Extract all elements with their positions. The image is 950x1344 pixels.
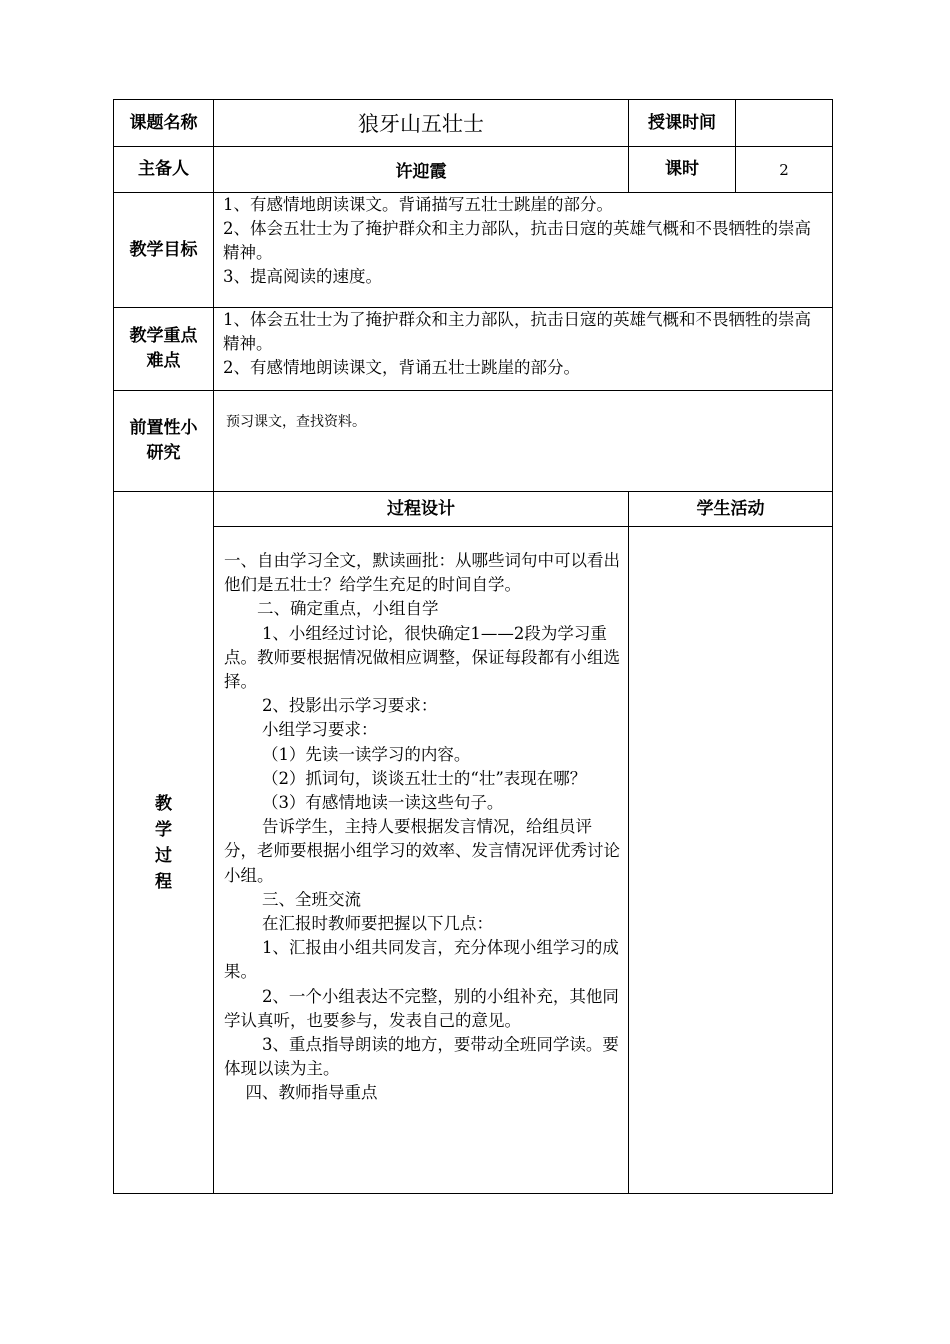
- process-paragraph: 3、重点指导朗读的地方，要带动全班同学读。要体现以读为主。: [224, 1035, 619, 1079]
- objectives-content: [214, 193, 833, 308]
- process-paragraph: 2、投影出示学习要求：: [261, 696, 438, 716]
- hours-label: 课时: [629, 147, 736, 193]
- hours-value: 2: [736, 147, 833, 193]
- objective-item: 3、提高阅读的速度。: [223, 267, 382, 286]
- preparer-value: 许迎霞: [214, 147, 629, 193]
- pre-research-label: [114, 391, 214, 492]
- time-value: [736, 100, 833, 147]
- process-paragraph: 小组学习要求：: [261, 720, 378, 740]
- key-points-label-line1: 教学重点: [129, 326, 198, 346]
- row-process-body: [114, 527, 833, 1194]
- row-preparer: [114, 147, 833, 193]
- process-paragraph: 一、自由学习全文，默读画批：从哪些词句中可以看出他们是五壮士？给学生充足的时间自学。: [224, 551, 620, 595]
- lesson-plan-table: [113, 99, 833, 1194]
- row-pre-research: [114, 391, 833, 492]
- process-design-content: [214, 527, 629, 1194]
- process-paragraph: 三、全班交流: [261, 889, 361, 909]
- objective-item: 2、体会五壮士为了掩护群众和主力部队，抗击日寇的英雄气概和不畏牺牲的崇高精神。: [223, 219, 811, 262]
- row-objectives: [114, 193, 833, 308]
- process-paragraph: 告诉学生，主持人要根据发言情况，给组员评分，老师要根据小组学习的效率、发言情况评优秀讨论小组。: [224, 817, 620, 885]
- row-process-header: [114, 492, 833, 527]
- objective-item: 1、有感情地朗读课文。背诵描写五壮士跳崖的部分。: [223, 195, 613, 214]
- student-activity-content: [629, 527, 833, 1194]
- preparer-label: 主备人: [114, 147, 214, 193]
- key-points-content: [214, 308, 833, 391]
- topic-label: 课题名称: [114, 100, 214, 147]
- row-topic: [114, 100, 833, 147]
- process-label: [114, 492, 214, 1194]
- row-key-points: [114, 308, 833, 391]
- pre-research-label-line2: 研究: [146, 443, 181, 463]
- process-paragraph: 1、小组经过讨论，很快确定1——2段为学习重点。教师要根据情况做相应调整，保证每段都有小组选择。: [224, 623, 620, 692]
- time-label: 授课时间: [629, 100, 736, 147]
- process-paragraph: （1）先读一读学习的内容。: [261, 744, 471, 764]
- key-points-label: [114, 308, 214, 391]
- process-label-char: 学: [155, 819, 172, 840]
- objectives-label: 教学目标: [114, 193, 214, 308]
- process-paragraph: （3）有感情地读一读这些句子。: [261, 793, 504, 813]
- pre-research-content: 预习课文，查找资料。: [214, 391, 833, 492]
- activity-header: 学生活动: [629, 492, 833, 527]
- process-paragraph: 在汇报时教师要把握以下几点：: [261, 914, 493, 934]
- key-point-item: 2、有感情地朗读课文，背诵五壮士跳崖的部分。: [223, 358, 580, 377]
- process-label-char: 程: [155, 871, 172, 892]
- key-points-label-line2: 难点: [146, 351, 181, 371]
- key-point-item: 1、体会五壮士为了掩护群众和主力部队，抗击日寇的英雄气概和不畏牺牲的崇高精神。: [223, 310, 811, 353]
- process-paragraph: 四、教师指导重点: [245, 1083, 378, 1103]
- process-paragraph: （2）抓词句，谈谈五壮士的“壮”表现在哪？: [261, 768, 587, 788]
- design-header: 过程设计: [214, 492, 629, 527]
- process-paragraph: 1、汇报由小组共同发言，充分体现小组学习的成果。: [224, 938, 619, 982]
- process-paragraph: 2、一个小组表达不完整，别的小组补充，其他同学认真听，也要参与，发表自己的意见。: [224, 986, 619, 1030]
- pre-research-label-line1: 前置性小: [129, 418, 198, 438]
- process-label-char: 教: [155, 793, 172, 814]
- process-label-char: 过: [155, 845, 172, 866]
- process-paragraph: 二、确定重点，小组自学: [257, 599, 439, 619]
- topic-value: 狼牙山五壮士: [214, 100, 629, 147]
